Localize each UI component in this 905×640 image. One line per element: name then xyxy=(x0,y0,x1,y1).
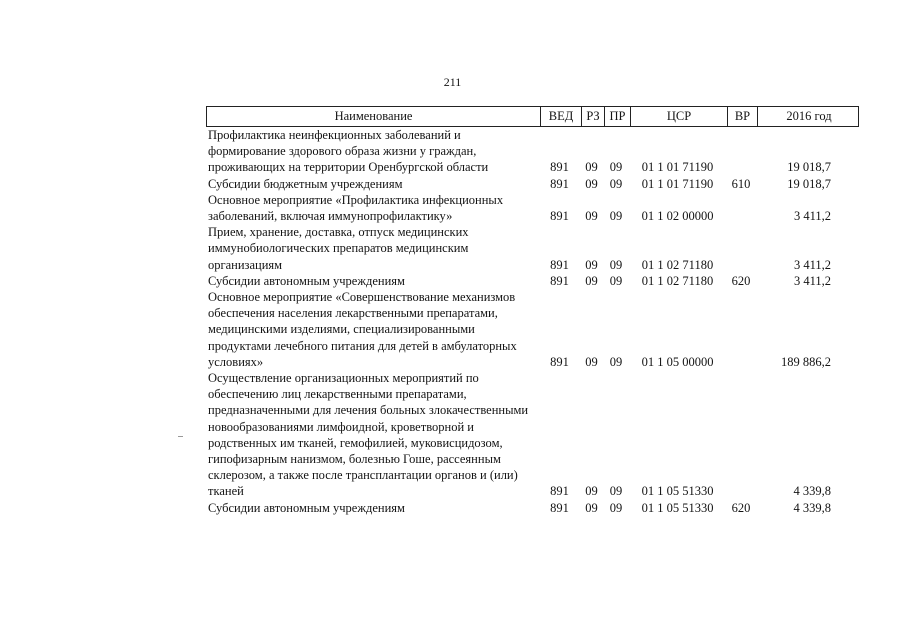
row-pr: 09 xyxy=(609,273,623,288)
row-name: Профилактика неинфекционных заболеваний и формирование здорового образа жизни у граждан, проживающих на территории Оренбургской области xyxy=(208,128,489,175)
row-ved: 891 xyxy=(550,484,569,499)
row-name: Прием, хранение, доставка, отпуск медицинских иммунобиологических препаратов медицинским организациям xyxy=(208,225,469,272)
table-row xyxy=(206,127,859,176)
row-csr: 01 1 05 51330 xyxy=(641,484,714,499)
header-ved: ВЕД xyxy=(540,107,581,126)
row-name: Основное мероприятие «Совершенствование механизмов обеспечения населения лекарственными препаратами, медицинскими изделиями, специализированными продуктами лечебного питания для детей в амбулаторных условиях» xyxy=(208,290,517,369)
row-rz: 09 xyxy=(585,209,598,224)
row-rz: 09 xyxy=(585,257,598,272)
row-pr: 09 xyxy=(609,354,623,369)
page-number: 211 xyxy=(443,75,462,89)
table-row xyxy=(206,176,859,192)
row-ved: 891 xyxy=(550,160,569,175)
row-rz: 09 xyxy=(585,160,598,175)
header-vr: ВР xyxy=(727,107,757,126)
row-amount: 4 339,8 xyxy=(793,484,831,499)
row-vr: 620 xyxy=(731,500,751,515)
row-csr: 01 1 01 71190 xyxy=(641,176,714,191)
row-name: Субсидии автономным учреждениям xyxy=(208,500,405,515)
header-year: 2016 год xyxy=(757,107,860,126)
row-amount: 189 886,2 xyxy=(781,354,831,369)
table-row xyxy=(206,224,859,273)
row-pr: 09 xyxy=(609,484,623,499)
table-row xyxy=(206,289,859,370)
row-name: Осуществление организационных мероприятий по обеспечению лиц лекарственными препаратами, предназначенными для лечения больных злокачественными новообразованиями лимфоидной, кроветворной и родственных им тканей, гемофилией, муковисцидозом, гипофизарным нанизмом, болезнью Гоше, рассеянным склерозом, а также после трансплантации органов и (или) тканей xyxy=(208,371,529,499)
row-csr: 01 1 05 51330 xyxy=(641,500,714,515)
row-csr: 01 1 05 00000 xyxy=(641,354,714,369)
row-vr: 620 xyxy=(731,273,751,288)
row-pr: 09 xyxy=(609,209,623,224)
row-name: Основное мероприятие «Профилактика инфекционных заболеваний, включая иммунопрофилактику» xyxy=(208,192,504,224)
table-row xyxy=(206,273,859,289)
row-name: Субсидии бюджетным учреждениям xyxy=(208,176,403,191)
row-csr: 01 1 02 00000 xyxy=(641,209,714,224)
margin-mark xyxy=(178,436,183,437)
budget-table xyxy=(206,106,859,516)
header-pr: ПР xyxy=(604,107,630,126)
row-ved: 891 xyxy=(550,257,569,272)
table-body xyxy=(206,127,859,516)
row-ved: 891 xyxy=(550,209,569,224)
row-ved: 891 xyxy=(550,273,569,288)
header-csr: ЦСР xyxy=(630,107,727,126)
row-amount: 3 411,2 xyxy=(793,273,831,288)
row-ved: 891 xyxy=(550,176,569,191)
header-rz: РЗ xyxy=(581,107,604,126)
header-name: Наименование xyxy=(334,109,413,123)
row-name: Субсидии автономным учреждениям xyxy=(208,273,405,288)
row-amount: 19 018,7 xyxy=(787,160,831,175)
row-vr: 610 xyxy=(731,176,751,191)
row-csr: 01 1 01 71190 xyxy=(641,160,714,175)
table-row xyxy=(206,192,859,224)
table-row xyxy=(206,370,859,500)
row-amount: 19 018,7 xyxy=(787,176,831,191)
row-amount: 4 339,8 xyxy=(793,500,831,515)
row-rz: 09 xyxy=(585,484,598,499)
row-rz: 09 xyxy=(585,354,598,369)
row-pr: 09 xyxy=(609,160,623,175)
row-csr: 01 1 02 71180 xyxy=(641,273,714,288)
row-amount: 3 411,2 xyxy=(793,209,831,224)
table-header xyxy=(206,106,859,127)
row-rz: 09 xyxy=(585,500,598,515)
row-pr: 09 xyxy=(609,176,623,191)
row-csr: 01 1 02 71180 xyxy=(641,257,714,272)
row-amount: 3 411,2 xyxy=(793,257,831,272)
table-row xyxy=(206,500,859,516)
row-rz: 09 xyxy=(585,176,598,191)
row-rz: 09 xyxy=(585,273,598,288)
row-ved: 891 xyxy=(550,500,569,515)
row-ved: 891 xyxy=(550,354,569,369)
row-pr: 09 xyxy=(609,257,623,272)
row-pr: 09 xyxy=(609,500,623,515)
